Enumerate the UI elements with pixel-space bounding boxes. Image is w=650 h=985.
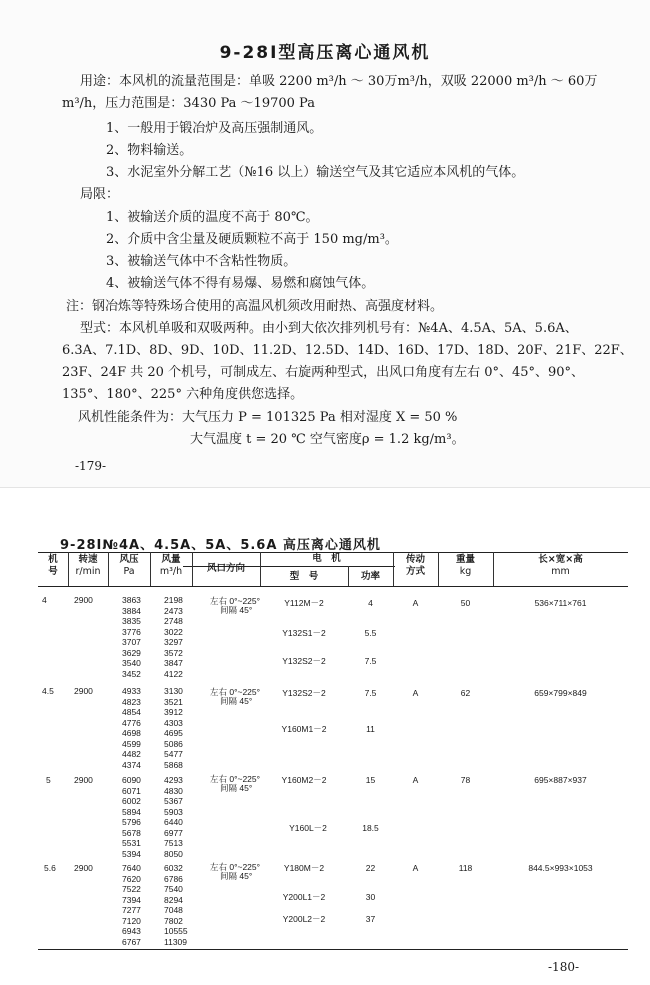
- flow-value: 3022: [164, 626, 183, 637]
- conditions-line-1: 风机性能条件为：大气压力 P = 101325 Pa 相对湿度 X = 50 %: [78, 410, 458, 425]
- table-title: 9-28Ⅰ№4A、4.5A、5A、5.6A 高压离心通风机: [60, 538, 381, 553]
- outlet-interval: 间隔 45°: [220, 696, 253, 706]
- header-drive-line2: 方式: [405, 566, 425, 577]
- pressure-value: 3540: [122, 658, 141, 668]
- flow-value: 3847: [164, 658, 183, 668]
- pressure-value: 3452: [122, 668, 141, 679]
- cell-flows: [164, 775, 183, 859]
- cell-no: 4: [42, 595, 47, 605]
- cell-dimensions: 695×887×937: [534, 775, 587, 785]
- header-dims-line1: 长×宽×高: [538, 554, 583, 565]
- outlet-range: 左右 0°~225°: [210, 862, 261, 872]
- cell-flows: [164, 595, 183, 679]
- cell-speed: 2900: [74, 595, 93, 605]
- outlet-interval: 间隔 45°: [220, 605, 253, 615]
- models-line-1: 型式：本风机单吸和双吸两种。由小到大依次排列机号有：№4A、4.5A、5A、5.6A、: [80, 321, 578, 336]
- header-pressure: [108, 554, 150, 578]
- header-speed: [68, 554, 108, 578]
- cell-motor-model: Y112M－2: [284, 598, 324, 608]
- pressure-value: 7522: [122, 884, 141, 894]
- page-divider: [0, 487, 650, 488]
- header-speed-line2: r/min: [75, 566, 101, 577]
- pressure-value: 7277: [122, 905, 141, 915]
- conditions-line-2: 大气温度 t = 20 ℃ 空气密度ρ = 1.2 kg/m³。: [190, 432, 465, 447]
- header-no-line2: 号: [48, 566, 58, 577]
- flow-value: 11309: [164, 936, 188, 947]
- limit-item-3: 3、被输送气体中不含粘性物质。: [106, 254, 297, 269]
- cell-motor-power: 7.5: [364, 688, 377, 698]
- cell-motor-power: 15: [365, 775, 376, 785]
- cell-pressures: [122, 863, 141, 947]
- header-outlet: 风口方向: [206, 563, 245, 574]
- header-flow-line2: m³/h: [159, 566, 183, 577]
- pressure-value: 4823: [122, 696, 141, 707]
- cell-weight: 50: [460, 598, 471, 608]
- cell-drive: A: [412, 688, 419, 698]
- pressure-value: 3629: [122, 647, 141, 658]
- header-weight-line1: 重量: [455, 554, 475, 565]
- header-no: [38, 554, 68, 578]
- pressure-value: 4933: [122, 686, 141, 696]
- pressure-value: 4374: [122, 759, 141, 770]
- cell-speed: 2900: [74, 775, 93, 785]
- cell-drive: A: [412, 775, 419, 785]
- pressure-value: 4482: [122, 749, 141, 759]
- pressure-value: 5531: [122, 838, 141, 848]
- cell-dimensions: 844.5×993×1053: [528, 863, 593, 873]
- pressure-value: 3835: [122, 616, 141, 626]
- usage-item-2: 2、物料输送。: [106, 143, 193, 158]
- cell-motor-power: 22: [365, 863, 376, 873]
- header-motor-model: 型 号: [289, 571, 319, 582]
- cell-dimensions: 536×711×761: [534, 598, 587, 608]
- usage-line-1: 用途：本风机的流量范围是：单吸 2200 m³/h ～ 30万m³/h，双吸 22000 m³/h ～ 60万: [80, 74, 598, 89]
- pressure-value: 3863: [122, 595, 141, 605]
- pressure-value: 4776: [122, 717, 141, 728]
- flow-value: 2473: [164, 605, 183, 616]
- models-line-2: 6.3A、7.1D、8D、9D、10D、11.2D、12.5D、14D、16D、17D、18D、20F、21F、22F、: [62, 343, 633, 358]
- header-motor: 电 机: [312, 553, 341, 564]
- cell-motor-power: 4: [368, 598, 373, 608]
- cell-motor-model: Y132S2－2: [282, 688, 326, 698]
- cell-pressures: [122, 686, 141, 770]
- note-line: 注：钢冶炼等特殊场合使用的高温风机须改用耐热、高强度材料。: [66, 299, 444, 314]
- flow-value: 6977: [164, 827, 183, 838]
- flow-value: 3521: [164, 696, 183, 707]
- outlet-interval: 间隔 45°: [220, 783, 253, 793]
- cell-outlet: [210, 863, 260, 881]
- cell-motor-model: Y160M1－2: [281, 724, 327, 734]
- cell-pressures: [122, 595, 141, 679]
- cell-outlet: [210, 775, 260, 793]
- flow-value: 4293: [164, 775, 183, 785]
- page-number-179: -179-: [75, 459, 107, 473]
- flow-value: 5477: [164, 749, 183, 759]
- pressure-value: 3776: [122, 626, 141, 637]
- pressure-value: 6090: [122, 775, 141, 785]
- cell-no: 4.5: [42, 686, 54, 696]
- cell-motor-model: Y160M2－2: [281, 775, 327, 785]
- flow-value: 3912: [164, 707, 183, 717]
- outlet-range: 左右 0°~225°: [210, 596, 261, 606]
- pressure-value: 5796: [122, 817, 141, 827]
- flow-value: 3572: [164, 647, 183, 658]
- flow-value: 2748: [164, 616, 183, 626]
- flow-value: 7802: [164, 915, 183, 926]
- flow-value: 3130: [164, 686, 183, 696]
- pressure-value: 5894: [122, 806, 141, 817]
- limit-item-4: 4、被输送气体不得有易爆、易燃和腐蚀气体。: [106, 276, 375, 291]
- flow-value: 4122: [164, 668, 183, 679]
- pressure-value: 3707: [122, 637, 141, 647]
- header-bottom-rule: [38, 586, 628, 587]
- header-motor-power: 功率: [360, 571, 380, 582]
- fan-spec-table: [38, 552, 628, 950]
- flow-value: 5868: [164, 759, 183, 770]
- cell-flows: [164, 863, 188, 947]
- cell-outlet: [210, 597, 260, 615]
- pressure-value: 6943: [122, 926, 141, 936]
- cell-dimensions: 659×799×849: [534, 688, 587, 698]
- header-weight-line2: kg: [459, 566, 472, 577]
- outlet-range: 左右 0°~225°: [210, 687, 261, 697]
- flow-value: 6440: [164, 817, 183, 827]
- cell-motor-model: Y200L1－2: [282, 892, 326, 902]
- models-line-3: 23F、24F 共 20 个机号，可制成左、右旋两种型式，出风口角度有左右 0°、45°、90°、: [62, 365, 585, 380]
- flow-value: 4695: [164, 728, 183, 738]
- limit-item-2: 2、介质中含尘量及硬质颗粒不高于 150 mg/m³。: [106, 232, 398, 247]
- cell-motor-power: 30: [365, 892, 376, 902]
- header-flow-line1: 风量: [161, 554, 181, 565]
- header-no-line1: 机: [48, 554, 58, 565]
- cell-motor-model: Y180M－2: [283, 863, 325, 873]
- cell-speed: 2900: [74, 686, 93, 696]
- pressure-value: 4599: [122, 738, 141, 749]
- flow-value: 6786: [164, 873, 183, 884]
- document-title: 9-28Ⅰ型高压离心通风机: [219, 43, 431, 63]
- cell-outlet: [210, 688, 260, 706]
- usage-item-3: 3、水泥室外分解工艺（№16 以上）输送空气及其它适应本风机的气体。: [106, 165, 525, 180]
- cell-no: 5: [46, 775, 51, 785]
- cell-motor-model: Y132S2－2: [282, 656, 326, 666]
- pressure-value: 7120: [122, 915, 141, 926]
- cell-motor-model: Y160L－2: [289, 823, 327, 833]
- outlet-interval: 间隔 45°: [220, 871, 253, 881]
- cell-motor-model: Y132S1－2: [282, 628, 326, 638]
- header-dims-line2: mm: [551, 566, 570, 577]
- cell-flows: [164, 686, 183, 770]
- flow-value: 5086: [164, 738, 183, 749]
- pressure-value: 7620: [122, 873, 141, 884]
- table-bottom-rule: [38, 949, 628, 950]
- cell-no: 5.6: [44, 863, 56, 873]
- cell-pressures: [122, 775, 141, 859]
- cell-weight: 78: [460, 775, 471, 785]
- header-pressure-line2: Pa: [123, 566, 135, 577]
- header-pressure-line1: 风压: [119, 554, 139, 565]
- cell-speed: 2900: [74, 863, 93, 873]
- usage-item-1: 1、一般用于锻冶炉及高压强制通风。: [106, 121, 323, 136]
- flow-value: 4830: [164, 785, 183, 796]
- pressure-value: 4698: [122, 728, 141, 738]
- cell-motor-power: 11: [366, 724, 375, 734]
- header-flow: [150, 554, 192, 578]
- cell-motor-model: Y200L2－2: [282, 914, 326, 924]
- pressure-value: 3884: [122, 605, 141, 616]
- flow-value: 10555: [164, 926, 188, 936]
- header-speed-line1: 转速: [78, 554, 98, 565]
- pressure-value: 5678: [122, 827, 141, 838]
- pressure-value: 6002: [122, 796, 141, 806]
- cell-motor-power: 37: [365, 914, 376, 924]
- models-line-4: 135°、180°、225° 六种角度供您选择。: [62, 387, 304, 402]
- header-dimensions: [493, 554, 628, 578]
- cell-motor-power: 18.5: [362, 823, 379, 833]
- header-drive: [393, 554, 438, 578]
- flow-value: 3297: [164, 637, 183, 647]
- limits-heading: 局限：: [80, 187, 120, 202]
- flow-value: 7048: [164, 905, 183, 915]
- usage-line-2: m³/h，压力范围是：3430 Pa ～19700 Pa: [62, 96, 315, 111]
- cell-weight: 118: [458, 863, 473, 873]
- pressure-value: 6071: [122, 785, 141, 796]
- cell-drive: A: [412, 863, 419, 873]
- limit-item-1: 1、被输送介质的温度不高于 80℃。: [106, 210, 319, 225]
- flow-value: 8050: [164, 848, 183, 859]
- pressure-value: 7640: [122, 863, 141, 873]
- cell-motor-power: 7.5: [364, 656, 377, 666]
- pressure-value: 5394: [122, 848, 141, 859]
- flow-value: 7540: [164, 884, 183, 894]
- pressure-value: 7394: [122, 894, 141, 905]
- flow-value: 8294: [164, 894, 183, 905]
- header-drive-line1: 传动: [405, 554, 425, 565]
- flow-value: 5367: [164, 796, 183, 806]
- flow-value: 4303: [164, 717, 183, 728]
- header-weight: [438, 554, 493, 578]
- cell-motor-power: 5.5: [364, 628, 377, 638]
- page-number-180: -180-: [548, 960, 580, 974]
- pressure-value: 6767: [122, 936, 141, 947]
- cell-weight: 62: [460, 688, 471, 698]
- flow-value: 5903: [164, 806, 183, 817]
- flow-value: 7513: [164, 838, 183, 848]
- flow-value: 2198: [164, 595, 183, 605]
- cell-drive: A: [412, 598, 419, 608]
- outlet-range: 左右 0°~225°: [210, 774, 261, 784]
- flow-value: 6032: [164, 863, 183, 873]
- pressure-value: 4854: [122, 707, 141, 717]
